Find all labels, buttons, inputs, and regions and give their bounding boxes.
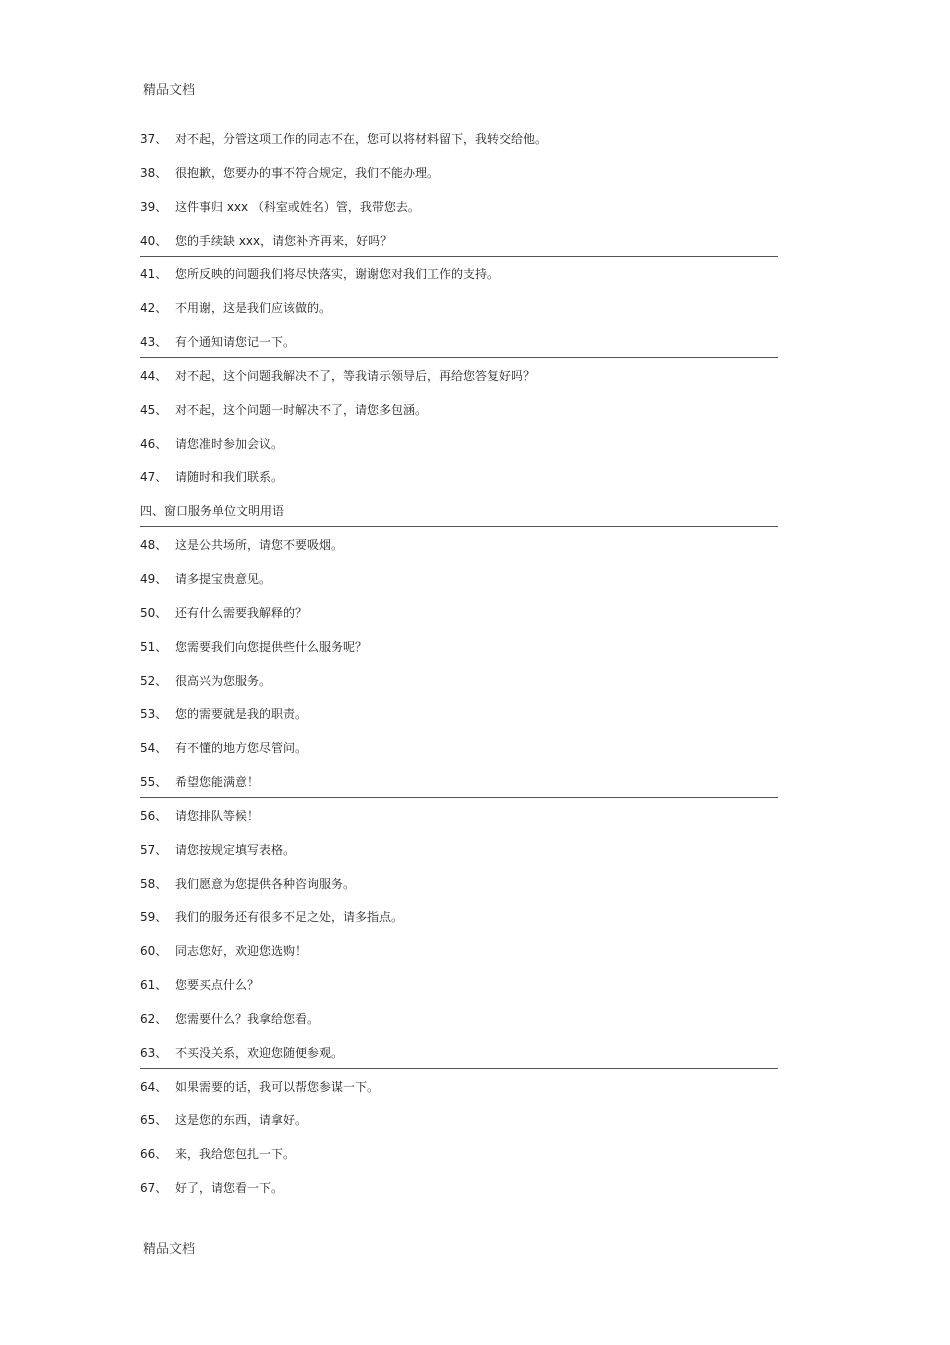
line-text: 请多提宝贵意见。	[175, 571, 272, 586]
line-text: 您的手续缺 xxx，请您补齐再来，好吗？	[175, 233, 393, 248]
line-text: 来，我给您包扎一下。	[175, 1147, 296, 1162]
line-number: 60、	[140, 944, 168, 959]
line-text: 这是您的东西，请拿好。	[175, 1113, 308, 1128]
phrase-line	[140, 1044, 778, 1078]
line-number: 59、	[140, 910, 168, 925]
page-header: 精品文档	[143, 83, 196, 98]
phrase-line	[140, 1111, 778, 1145]
line-number: 61、	[140, 978, 168, 993]
line-text: 还有什么需要我解释的？	[175, 605, 308, 620]
phrase-line	[140, 333, 778, 367]
phrase-line	[140, 942, 778, 976]
line-number: 45、	[140, 402, 168, 417]
phrase-line	[140, 164, 778, 198]
phrase-line	[140, 468, 778, 502]
phrase-line	[140, 435, 778, 469]
line-number: 39、	[140, 199, 168, 214]
phrase-line	[140, 299, 778, 333]
phrase-line	[140, 1078, 778, 1112]
line-text: 我们的服务还有很多不足之处，请多指点。	[175, 910, 404, 925]
line-text: 有个通知请您记一下。	[175, 335, 296, 350]
line-text: 您的需要就是我的职责。	[175, 707, 308, 722]
phrase-line	[140, 367, 778, 401]
phrase-line	[140, 401, 778, 435]
line-text: 很高兴为您服务。	[175, 673, 272, 688]
line-number: 52、	[140, 673, 168, 688]
line-text: 对不起，这个问题我解决不了，等我请示领导后，再给您答复好吗？	[175, 368, 536, 383]
line-number: 48、	[140, 538, 168, 553]
line-number: 57、	[140, 842, 168, 857]
phrase-line	[140, 739, 778, 773]
line-text: 请您准时参加会议。	[175, 436, 284, 451]
line-number: 43、	[140, 335, 168, 350]
line-number: 56、	[140, 808, 168, 823]
line-number: 54、	[140, 741, 168, 756]
phrase-line	[140, 570, 778, 604]
page-footer: 精品文档	[143, 1242, 196, 1257]
phrase-line	[140, 976, 778, 1010]
phrase-line	[140, 265, 778, 299]
line-number: 44、	[140, 368, 168, 383]
phrase-line	[140, 807, 778, 841]
line-text: 同志您好，欢迎您选购！	[175, 944, 308, 959]
phrase-line	[140, 198, 778, 232]
line-number: 65、	[140, 1113, 168, 1128]
line-number: 63、	[140, 1045, 168, 1060]
line-text: 很抱歉，您要办的事不符合规定，我们不能办理。	[175, 165, 440, 180]
line-text: 对不起，分管这项工作的同志不在，您可以将材料留下，我转交给他。	[175, 132, 548, 146]
line-number: 47、	[140, 470, 168, 485]
line-number: 41、	[140, 267, 168, 282]
phrase-line	[140, 130, 778, 164]
line-number: 62、	[140, 1011, 168, 1026]
line-text: 不买没关系，欢迎您随便参观。	[175, 1045, 344, 1060]
line-text: 请您按规定填写表格。	[175, 842, 296, 857]
line-text: 您要买点什么？	[175, 978, 260, 993]
line-text: 不用谢，这是我们应该做的。	[175, 301, 332, 316]
phrase-line	[140, 908, 778, 942]
line-text: 我们愿意为您提供各种咨询服务。	[175, 876, 356, 891]
line-text: 请随时和我们联系。	[175, 470, 284, 485]
line-text: 好了，请您看一下。	[175, 1181, 284, 1196]
line-number: 51、	[140, 639, 168, 654]
line-text: 这件事归 xxx （科室或姓名）管，我带您去。	[175, 199, 420, 214]
phrase-line	[140, 1010, 778, 1044]
line-number: 46、	[140, 436, 168, 451]
phrase-line	[140, 1145, 778, 1179]
line-number: 37、	[140, 132, 168, 146]
line-number: 67、	[140, 1181, 168, 1196]
line-number: 55、	[140, 775, 168, 790]
line-text: 这是公共场所，请您不要吸烟。	[175, 538, 344, 553]
line-number: 42、	[140, 301, 168, 316]
line-text: 希望您能满意！	[175, 775, 260, 790]
phrase-line	[140, 672, 778, 706]
line-text: 您需要我们向您提供些什么服务呢？	[175, 639, 368, 654]
line-number: 38、	[140, 165, 168, 180]
phrase-line	[140, 841, 778, 875]
phrase-line	[140, 638, 778, 672]
phrase-line	[140, 536, 778, 570]
phrase-line	[140, 773, 778, 807]
line-number: 40、	[140, 233, 168, 248]
line-number: 53、	[140, 707, 168, 722]
line-text: 您需要什么？我拿给您看。	[175, 1011, 320, 1026]
phrase-line	[140, 875, 778, 909]
line-number: 64、	[140, 1079, 168, 1094]
line-text: 对不起，这个问题一时解决不了，请您多包涵。	[175, 402, 428, 417]
line-text: 四、窗口服务单位文明用语	[140, 504, 285, 519]
line-text: 您所反映的问题我们将尽快落实，谢谢您对我们工作的支持。	[175, 267, 500, 282]
phrase-list	[140, 130, 778, 1213]
line-number: 58、	[140, 876, 168, 891]
phrase-line	[140, 705, 778, 739]
phrase-line	[140, 604, 778, 638]
line-number: 50、	[140, 605, 168, 620]
line-text: 请您排队等候！	[175, 808, 260, 823]
line-text: 有不懂的地方您尽管问。	[175, 741, 308, 756]
section-heading	[140, 502, 778, 536]
line-text: 如果需要的话，我可以帮您参谋一下。	[175, 1079, 380, 1094]
line-number: 66、	[140, 1147, 168, 1162]
phrase-line	[140, 232, 778, 266]
phrase-line	[140, 1179, 778, 1213]
line-number: 49、	[140, 571, 168, 586]
